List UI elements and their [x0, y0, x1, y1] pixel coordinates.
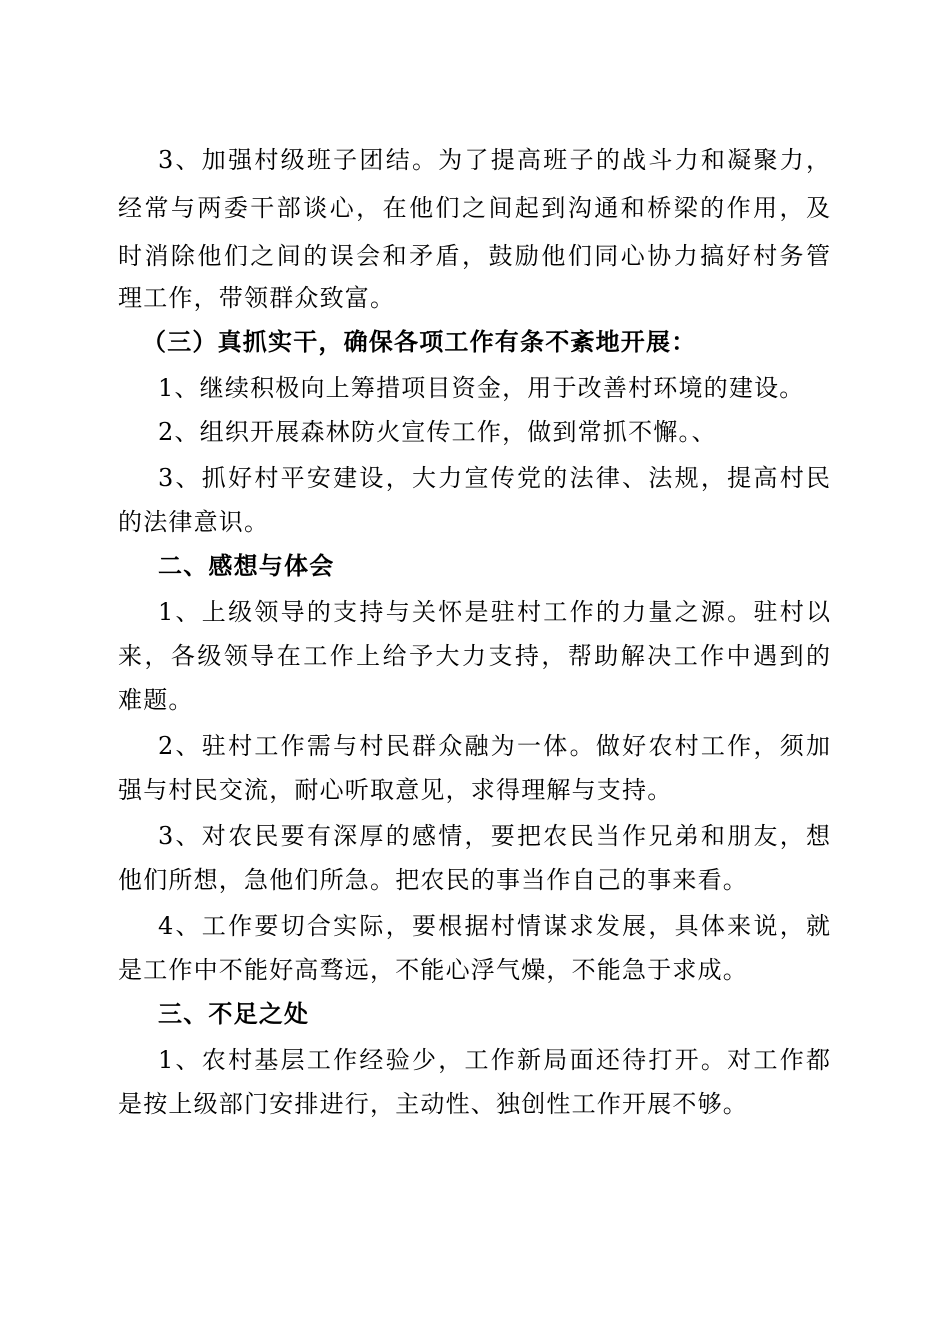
paragraph-line: 的法律意识。 — [118, 508, 270, 536]
paragraph-line: 是按上级部门安排进行，主动性、独创性工作开展不够。 — [118, 1090, 748, 1118]
paragraph-line: 1、上级领导的支持与关怀是驻村工作的力量之源。驻村以 — [158, 598, 830, 626]
paragraph-line: 3、加强村级班子团结。为了提高班子的战斗力和凝聚力， — [158, 146, 830, 174]
paragraph-line: 3、对农民要有深厚的感情，要把农民当作兄弟和朋友，想 — [158, 822, 830, 850]
paragraph-line: 是工作中不能好高骛远，不能心浮气燥，不能急于求成。 — [118, 956, 748, 984]
section-heading: 二、感想与体会 — [158, 552, 335, 580]
paragraph-line: 3、抓好村平安建设，大力宣传党的法律、法规，提高村民 — [158, 464, 830, 492]
paragraph-line: 4、工作要切合实际，要根据村情谋求发展，具体来说，就 — [158, 912, 830, 940]
sub-heading: （三）真抓实干，确保各项工作有条不紊地开展： — [142, 327, 697, 356]
paragraph-line: 1、农村基层工作经验少，工作新局面还待打开。对工作都 — [158, 1046, 830, 1074]
paragraph-line: 2、驻村工作需与村民群众融为一体。做好农村工作，须加 — [158, 732, 830, 760]
section-heading: 三、不足之处 — [158, 1000, 310, 1028]
paragraph-line: 经常与两委干部谈心，在他们之间起到沟通和桥梁的作用，及 — [118, 194, 830, 222]
paragraph-line: 1、继续积极向上筹措项目资金，用于改善村环境的建设。 — [158, 374, 805, 402]
paragraph-line: 强与村民交流，耐心听取意见，求得理解与支持。 — [118, 776, 673, 804]
paragraph-line: 理工作，带领群众致富。 — [118, 284, 396, 312]
paragraph-line: 时消除他们之间的误会和矛盾，鼓励他们同心协力搞好村务管 — [118, 242, 830, 270]
paragraph-line: 难题。 — [118, 686, 194, 714]
paragraph-line: 2、组织开展森林防火宣传工作，做到常抓不懈。、 — [158, 418, 717, 446]
paragraph-line: 他们所想，急他们所急。把农民的事当作自己的事来看。 — [118, 866, 748, 894]
paragraph-line: 来，各级领导在工作上给予大力支持，帮助解决工作中遇到的 — [118, 642, 830, 670]
